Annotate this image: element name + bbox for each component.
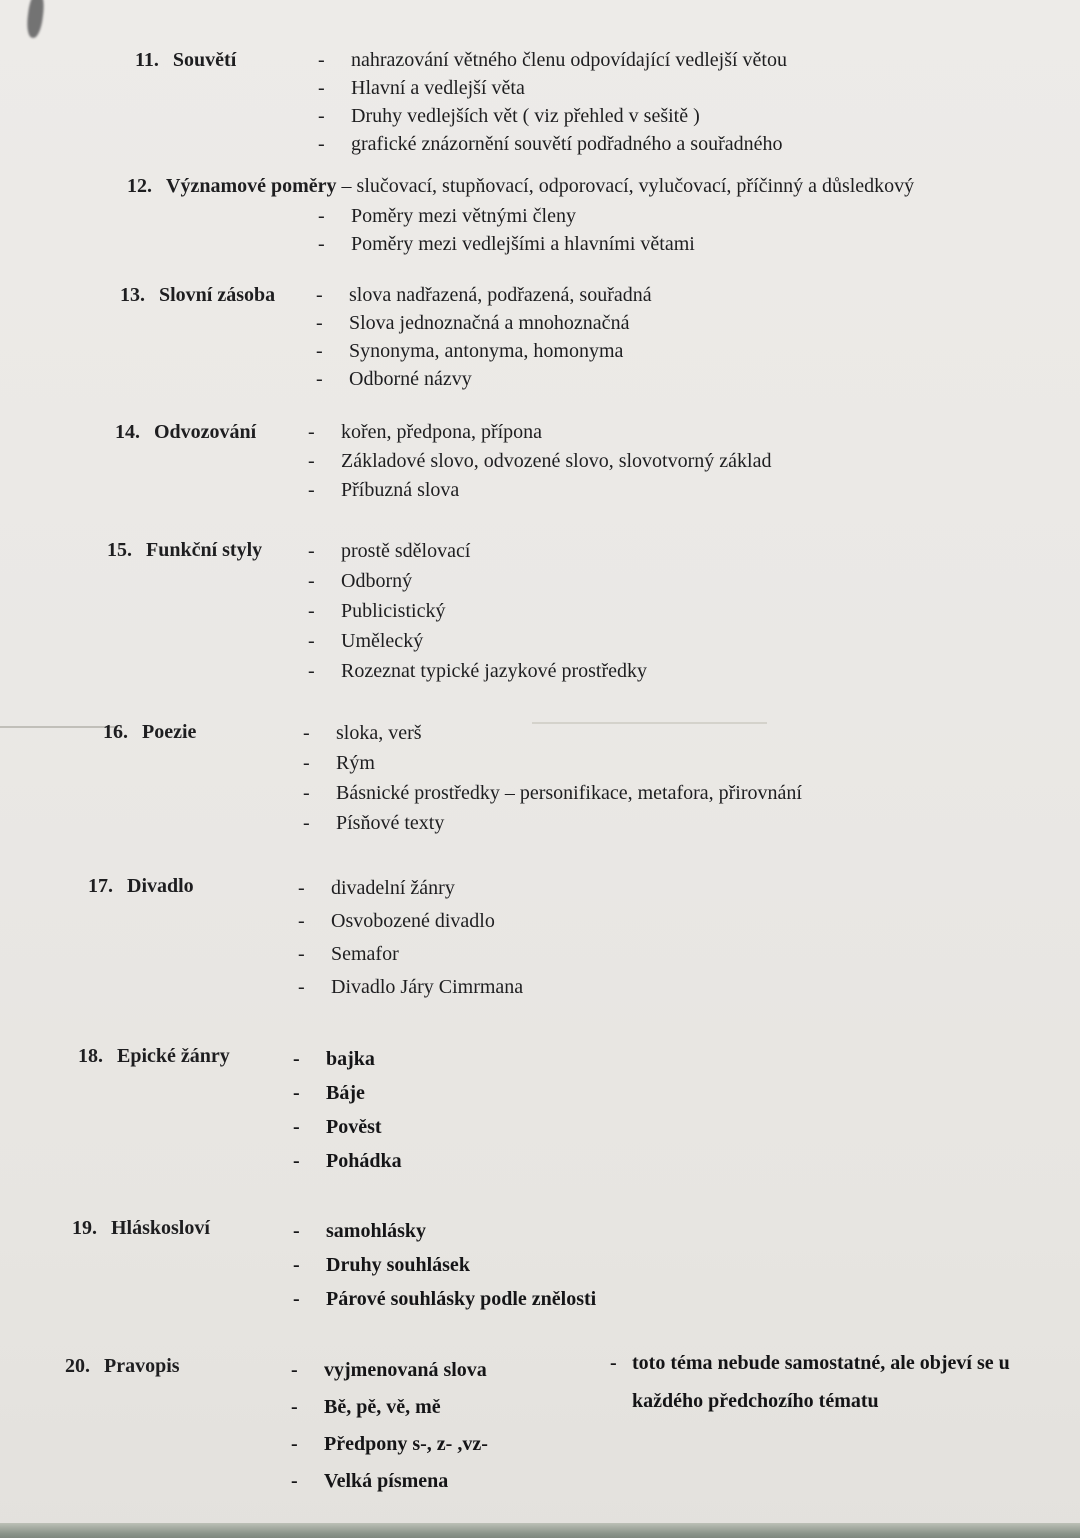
list-item — [308, 566, 647, 596]
list-item — [308, 476, 771, 505]
section-heading — [65, 1352, 180, 1380]
section-title: Poezie — [142, 721, 197, 743]
section-title: Epické žánry — [117, 1045, 230, 1067]
bullet-dash: - — [308, 660, 315, 682]
bullet-dash: - — [293, 1082, 300, 1104]
list-item — [308, 596, 647, 626]
list-item-text: Hlavní a vedlejší věta — [351, 77, 525, 99]
list-item-text: slova nadřazená, podřazená, souřadná — [349, 284, 652, 306]
margin-note — [610, 1344, 1042, 1420]
list-item — [318, 74, 787, 102]
bullet-dash: - — [291, 1396, 298, 1418]
bullet-dash: - — [298, 976, 305, 998]
list-item-text: Pověst — [326, 1116, 382, 1138]
bullet-dash: - — [303, 782, 310, 804]
section-items — [318, 46, 787, 158]
list-item-text: kořen, předpona, přípona — [341, 421, 543, 443]
list-item — [298, 938, 523, 971]
list-item — [291, 1389, 488, 1426]
list-item-text: Bě, pě, vě, mě — [324, 1396, 441, 1418]
list-item — [318, 102, 787, 130]
list-item — [316, 281, 652, 309]
list-item-text: Poměry mezi větnými členy — [351, 205, 576, 227]
bullet-dash: - — [318, 105, 325, 127]
scan-smudge-line — [0, 726, 118, 728]
list-item — [293, 1144, 402, 1178]
list-item — [293, 1110, 402, 1144]
list-item-text: Poměry mezi vedlejšími a hlavními větami — [351, 233, 695, 255]
list-item — [308, 418, 771, 447]
bullet-dash: - — [303, 812, 310, 834]
list-item-text: Rozeznat typické jazykové prostředky — [341, 660, 647, 682]
list-item — [318, 202, 695, 230]
bullet-dash: - — [318, 205, 325, 227]
bullet-dash: - — [316, 284, 323, 306]
section-number: 14. — [115, 421, 140, 443]
list-item — [298, 971, 523, 1004]
bullet-dash: - — [291, 1433, 298, 1455]
section-heading — [107, 536, 262, 564]
list-item — [291, 1352, 488, 1389]
section-items — [291, 1352, 488, 1500]
list-item — [316, 337, 652, 365]
list-item — [318, 130, 787, 158]
section-title: Souvětí — [172, 49, 237, 71]
bullet-dash: - — [293, 1116, 300, 1138]
list-item — [308, 626, 647, 656]
bullet-dash: - — [291, 1359, 298, 1381]
section-items — [316, 281, 652, 393]
list-item-text: Divadlo Járy Cimrmana — [331, 976, 524, 998]
bullet-dash: - — [298, 877, 305, 899]
bullet-dash: - — [298, 943, 305, 965]
bullet-dash: - — [293, 1254, 300, 1276]
list-item-text: Báje — [326, 1082, 365, 1104]
bullet-dash: - — [316, 312, 323, 334]
section-title: Hláskosloví — [111, 1217, 210, 1239]
list-item — [303, 718, 802, 748]
bullet-dash: - — [318, 49, 325, 71]
list-item — [291, 1463, 488, 1500]
list-item — [308, 447, 771, 476]
section-title: Slovní zásoba — [159, 284, 276, 306]
bullet-dash: - — [318, 77, 325, 99]
bullet-dash: - — [291, 1470, 298, 1492]
list-item — [298, 872, 523, 905]
list-item — [303, 748, 802, 778]
margin-note-text: toto téma nebude samostatné, ale objeví se u každého předchozího tématu — [632, 1352, 1010, 1412]
list-item-text: Velká písmena — [324, 1470, 449, 1492]
section-heading — [135, 46, 236, 74]
section-number: 20. — [65, 1355, 90, 1377]
list-item-text: Umělecký — [341, 630, 424, 652]
list-item — [308, 656, 647, 686]
list-item-text: Odborný — [341, 570, 413, 592]
section-title: Funkční styly — [146, 539, 263, 561]
bullet-dash: - — [308, 421, 315, 443]
section-items — [308, 536, 647, 686]
bullet-dash: - — [308, 540, 315, 562]
list-item — [303, 778, 802, 808]
section-number: 16. — [103, 721, 128, 743]
list-item-text: Druhy souhlásek — [326, 1254, 470, 1276]
section-number: 19. — [72, 1217, 97, 1239]
list-item-text: Semafor — [331, 943, 399, 965]
list-item-text: Publicistický — [341, 600, 446, 622]
section-title: Významové poměry — [166, 175, 337, 197]
section-items — [293, 1042, 402, 1178]
section-title: Pravopis — [104, 1355, 180, 1377]
section-title: Odvozování — [154, 421, 257, 443]
scan-smudge-icon — [25, 0, 45, 39]
list-item-text: Básnické prostředky – personifikace, metafora, přirovnání — [336, 782, 802, 804]
section-heading — [78, 1042, 230, 1070]
bullet-dash: - — [308, 600, 315, 622]
section-heading — [103, 718, 196, 746]
list-item-text: Pohádka — [326, 1150, 402, 1172]
bullet-dash: - — [610, 1352, 617, 1374]
list-item-text: Synonyma, antonyma, homonyma — [349, 340, 624, 362]
section-heading — [127, 172, 914, 200]
bullet-dash: - — [308, 630, 315, 652]
list-item — [293, 1282, 596, 1316]
bullet-dash: - — [316, 340, 323, 362]
section-heading — [72, 1214, 210, 1242]
section-number: 11. — [135, 49, 159, 71]
list-item — [318, 46, 787, 74]
section-items — [298, 872, 523, 1004]
scan-edge-bottom — [0, 1523, 1080, 1538]
list-item — [298, 905, 523, 938]
list-item-text: Předpony s-, z- ,vz- — [324, 1433, 488, 1455]
section-title-suffix: – slučovací, stupňovací, odporovací, vylučovací, příčinný a důsledkový — [336, 175, 915, 197]
list-item-text: Párové souhlásky podle znělosti — [326, 1288, 597, 1310]
section-number: 12. — [127, 175, 152, 197]
list-item — [291, 1426, 488, 1463]
list-item — [293, 1214, 596, 1248]
bullet-dash: - — [318, 233, 325, 255]
list-item-text: grafické znázornění souvětí podřadného a souřadného — [351, 133, 783, 155]
list-item — [293, 1042, 402, 1076]
section-heading — [88, 872, 194, 900]
list-item — [316, 309, 652, 337]
bullet-dash: - — [303, 752, 310, 774]
list-item-text: sloka, verš — [336, 722, 422, 744]
list-item-text: vyjmenovaná slova — [324, 1359, 487, 1381]
list-item — [303, 808, 802, 838]
section-number: 17. — [88, 875, 113, 897]
section-number: 13. — [120, 284, 145, 306]
list-item-text: bajka — [326, 1048, 375, 1070]
list-item-text: divadelní žánry — [331, 877, 455, 899]
bullet-dash: - — [308, 570, 315, 592]
section-items — [293, 1214, 596, 1316]
bullet-dash: - — [308, 479, 315, 501]
list-item-text: Písňové texty — [336, 812, 445, 834]
section-title: Divadlo — [127, 875, 194, 897]
list-item-text: Příbuzná slova — [341, 479, 460, 501]
list-item-text: Druhy vedlejších vět ( viz přehled v sešitě ) — [351, 105, 700, 127]
bullet-dash: - — [308, 450, 315, 472]
list-item-text: Rým — [336, 752, 375, 774]
section-items — [303, 718, 802, 838]
bullet-dash: - — [316, 368, 323, 390]
section-heading — [115, 418, 256, 446]
list-item-text: Odborné názvy — [349, 368, 472, 390]
section-number: 18. — [78, 1045, 103, 1067]
bullet-dash: - — [293, 1288, 300, 1310]
list-item-text: Základové slovo, odvozené slovo, slovotvorný základ — [341, 450, 772, 472]
section-items — [308, 418, 771, 505]
list-item-text: prostě sdělovací — [341, 540, 471, 562]
list-item — [308, 536, 647, 566]
list-item-text: samohlásky — [326, 1220, 427, 1242]
bullet-dash: - — [293, 1150, 300, 1172]
list-item — [316, 365, 652, 393]
list-item-text: Slova jednoznačná a mnohoznačná — [349, 312, 630, 334]
list-item-text: nahrazování větného členu odpovídající vedlejší větou — [351, 49, 787, 71]
bullet-dash: - — [293, 1048, 300, 1070]
bullet-dash: - — [293, 1220, 300, 1242]
bullet-dash: - — [298, 910, 305, 932]
section-number: 15. — [107, 539, 132, 561]
list-item-text: Osvobozené divadlo — [331, 910, 495, 932]
list-item — [318, 230, 695, 258]
list-item — [293, 1076, 402, 1110]
section-heading — [120, 281, 275, 309]
section-items — [318, 202, 695, 258]
bullet-dash: - — [303, 722, 310, 744]
bullet-dash: - — [318, 133, 325, 155]
list-item — [293, 1248, 596, 1282]
